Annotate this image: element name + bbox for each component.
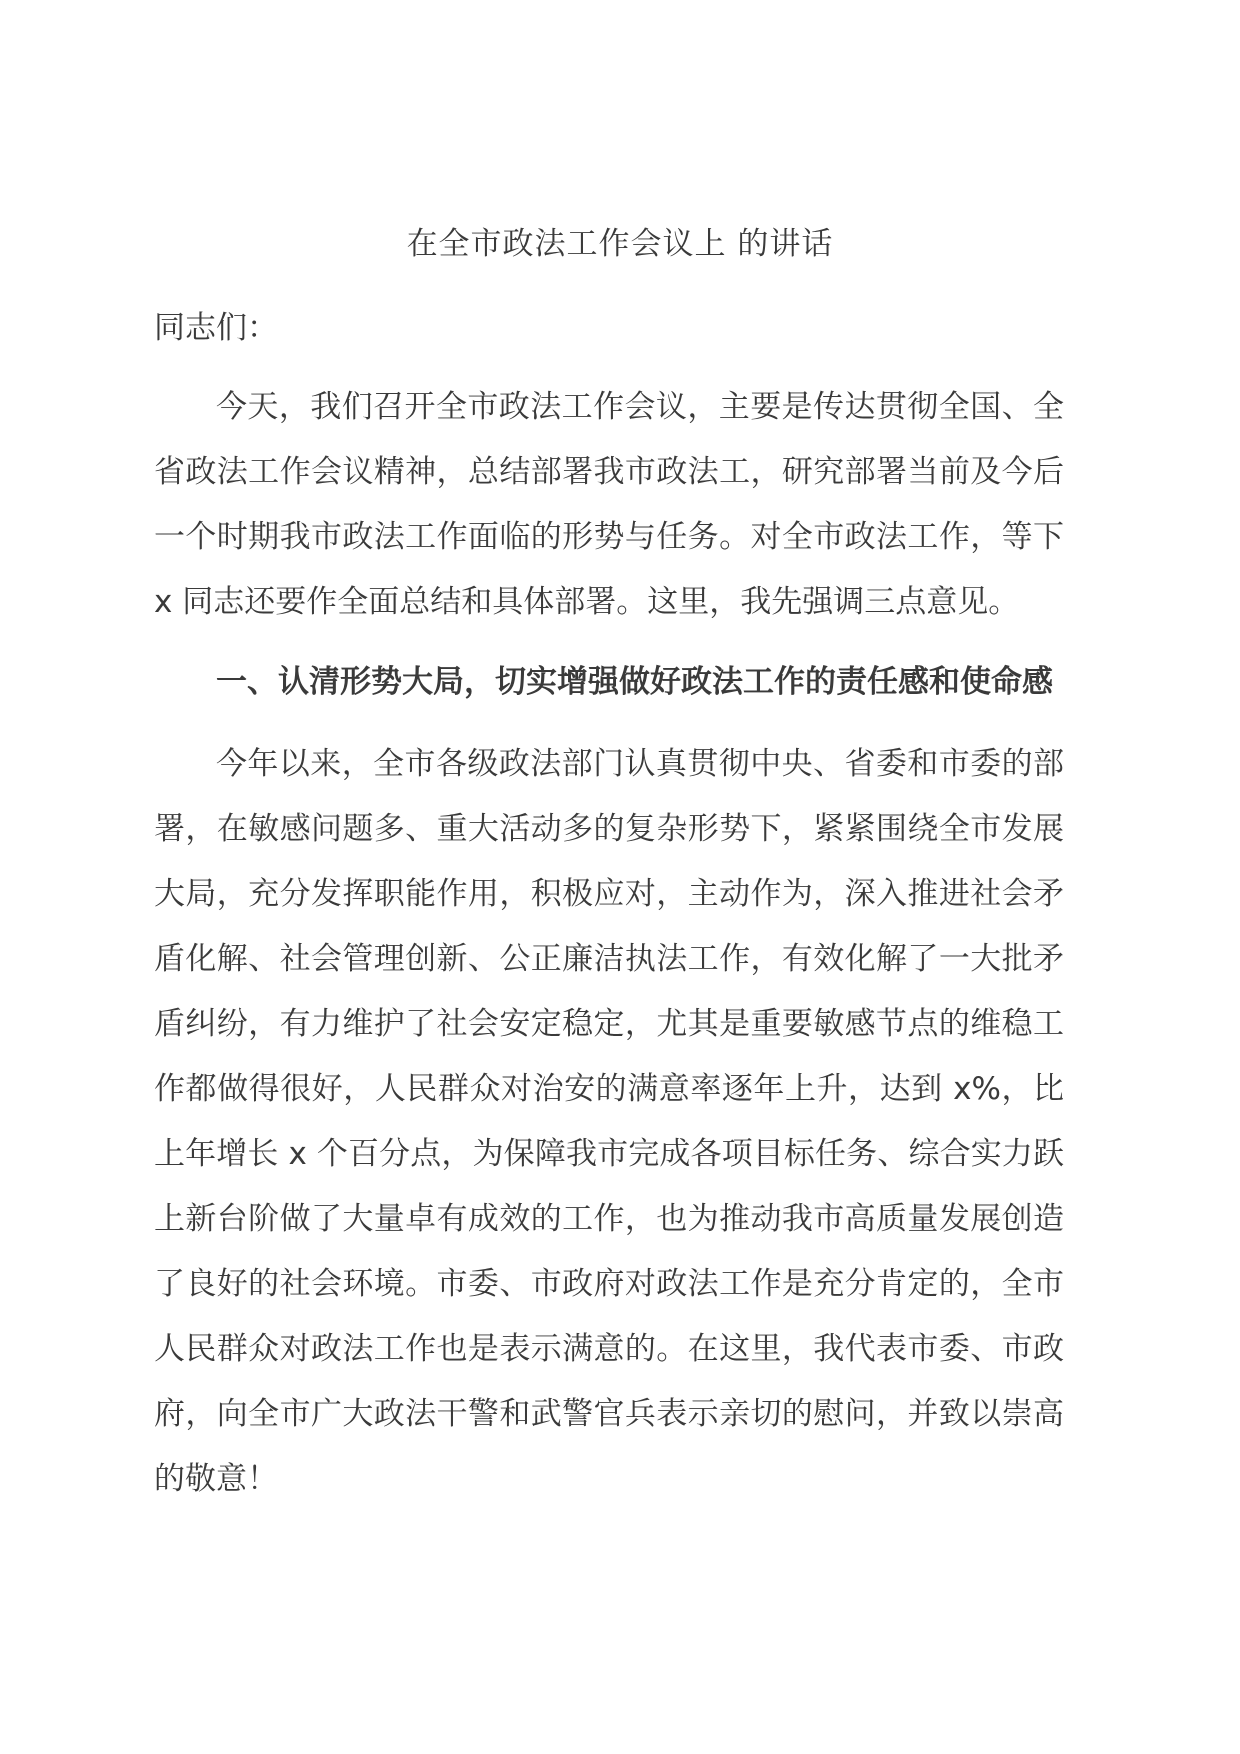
- section-paragraph: 今年以来，全市各级政法部门认真贯彻中央、省委和市委的部署，在敏感问题多、重大活动多的复杂形势下，紧紧围绕全市发展大局，充分发挥职能作用，积极应对，主动作为，深入推进社会矛盾化解、社会管理创新、公正廉洁执法工作，有效化解了一大批矛盾纠纷，有力维护了社会安定稳定，尤其是重要敏感节点的维稳工作都做得很好，人民群众对治安的满意率逐年上升，达到 x%，比上年增长 x 个百分点，为保障我市完成各项目标任务、综合实力跃上新台阶做了大量卓有成效的工作，也为推动我市高质量发展创造了良好的社会环境。市委、市政府对政法工作是充分肯定的，全市人民群众对政法工作也是表示满意的。在这里，我代表市委、市政府，向全市广大政法干警和武警官兵表示亲切的慰问，并致以崇高的敬意！: [154, 746, 1064, 1497]
- intro-paragraph: 今天，我们召开全市政法工作会议，主要是传达贯彻全国、全省政法工作会议精神，总结部署我市政法工，研究部署当前及今后一个时期我市政法工作面临的形势与任务。对全市政法工作，等下 x 同志还要作全面总结和具体部署。这里，我先强调三点意见。: [154, 389, 1064, 620]
- greeting: 同志们：: [154, 310, 278, 346]
- section-heading: 一、认清形势大局，切实增强做好政法工作的责任感和使命感: [216, 664, 1053, 700]
- document-title: 在全市政法工作会议上 的讲话: [406, 226, 834, 262]
